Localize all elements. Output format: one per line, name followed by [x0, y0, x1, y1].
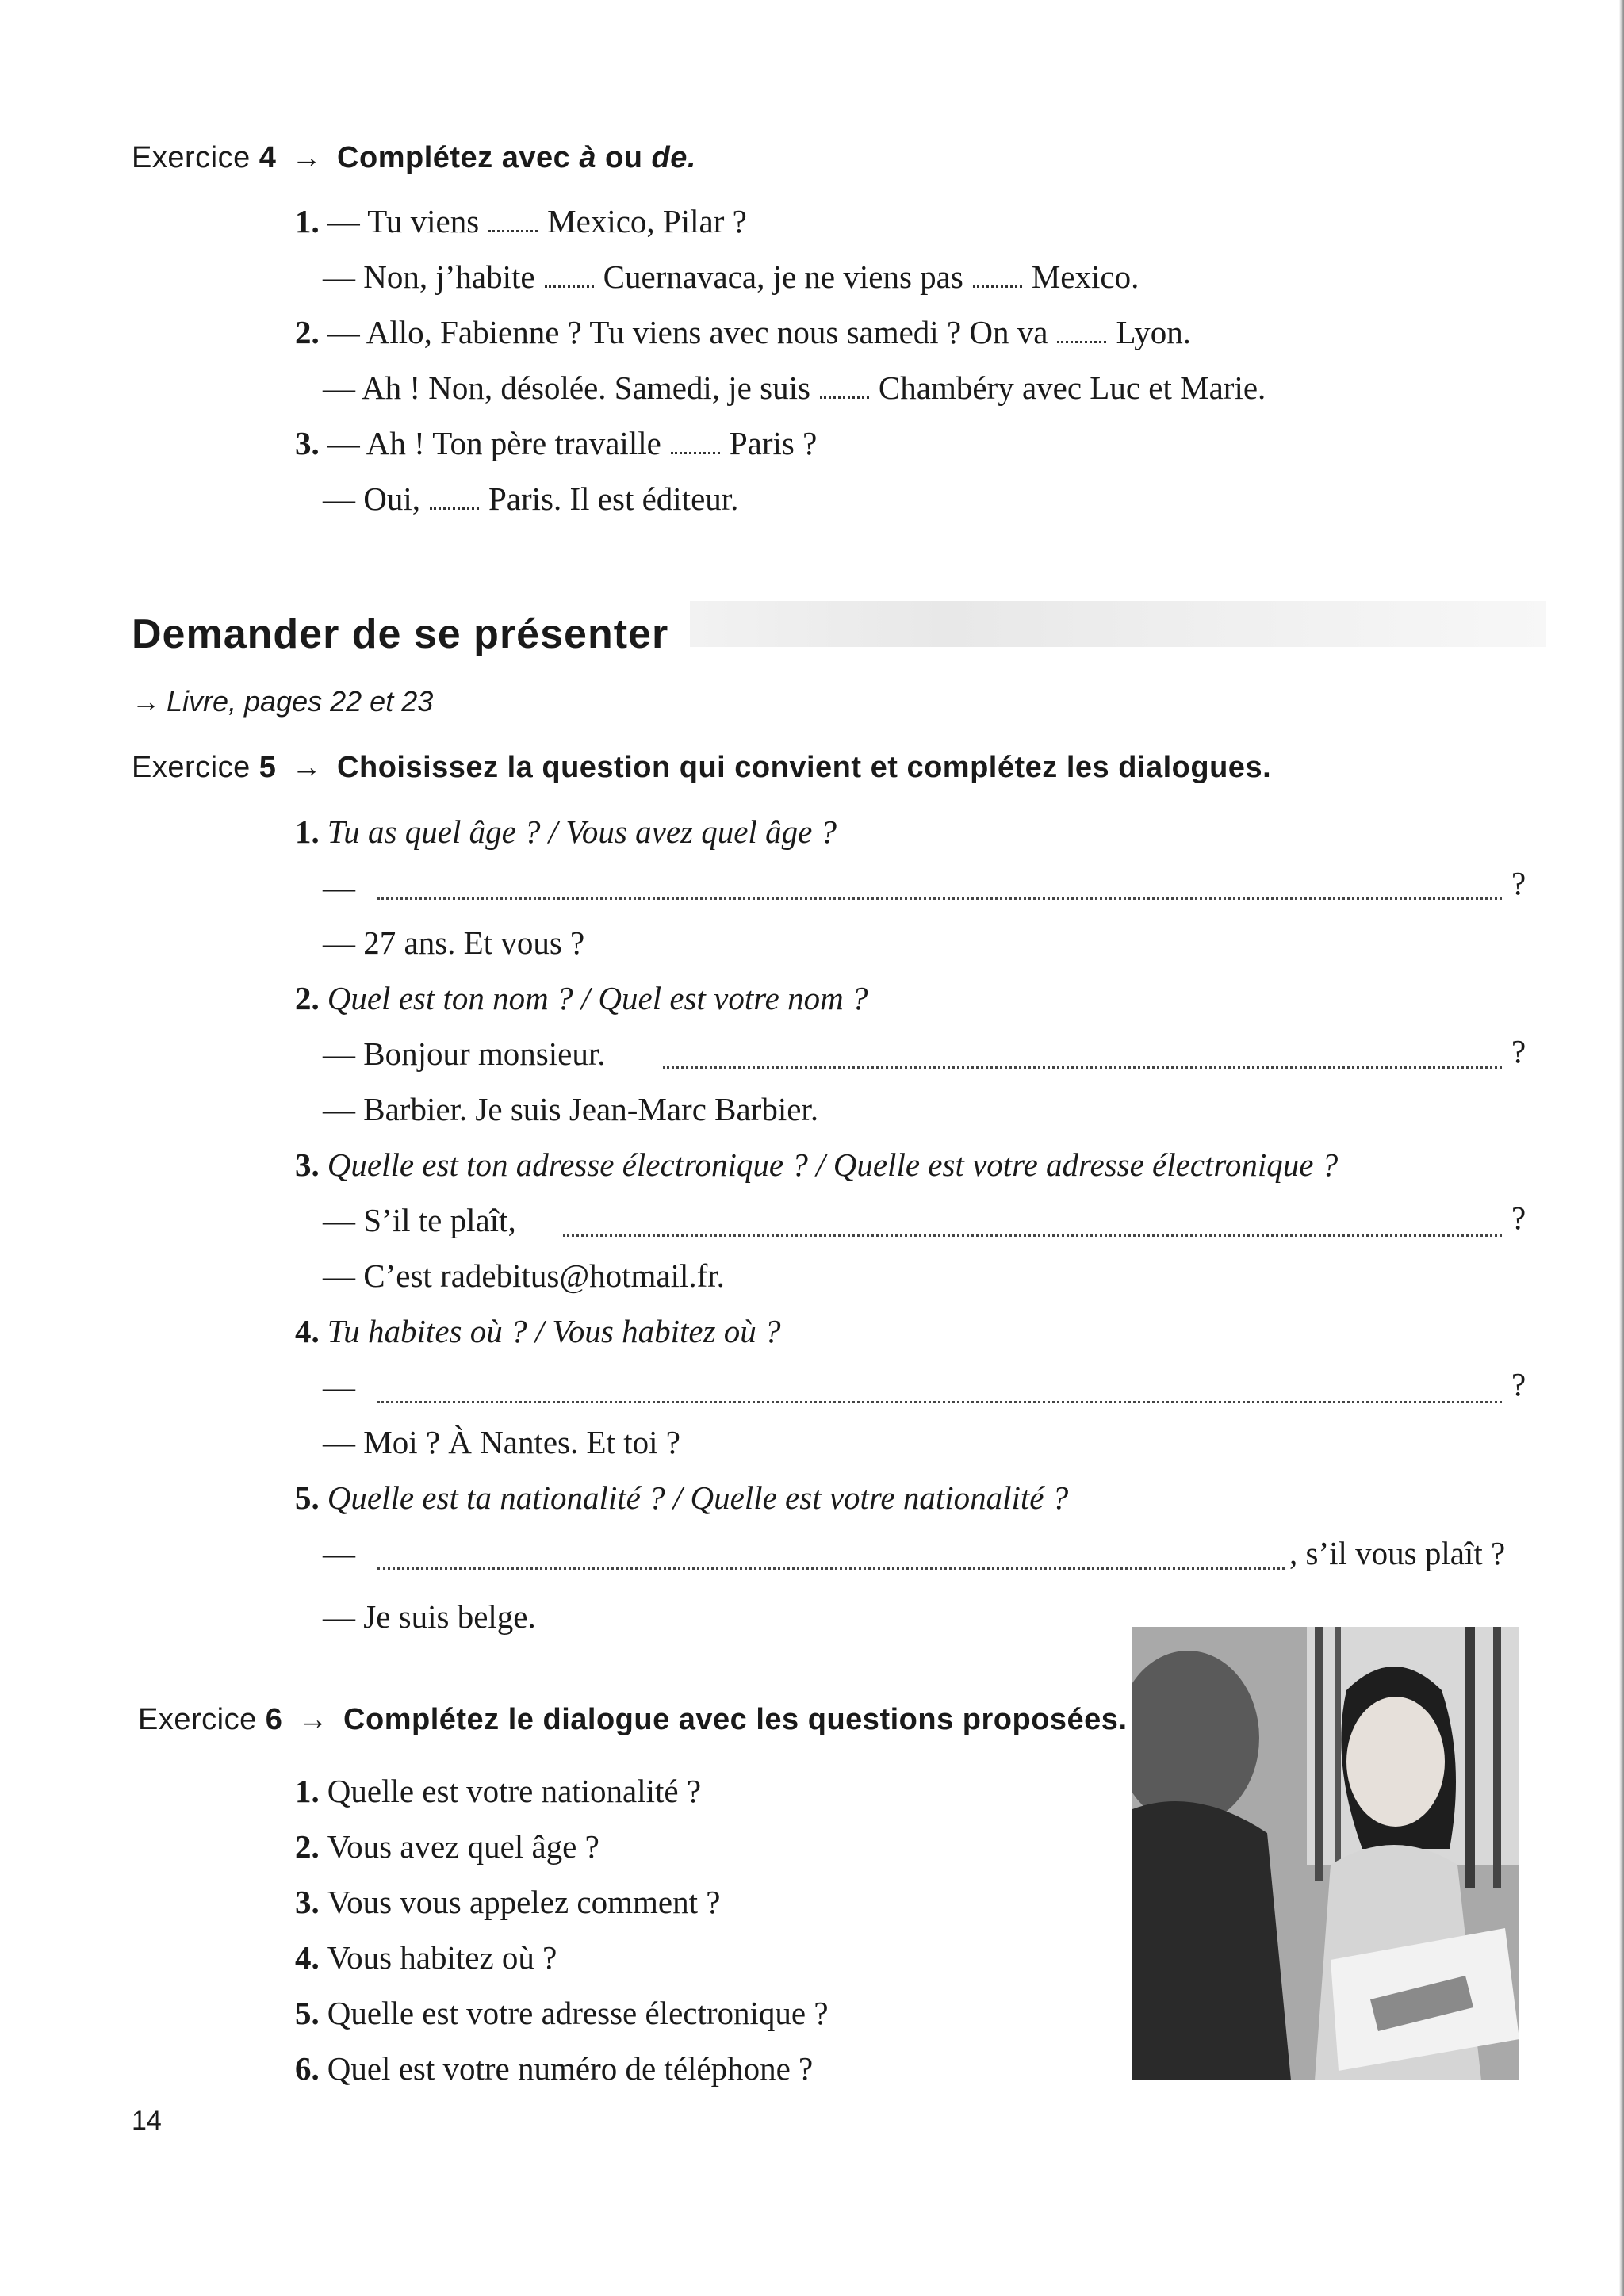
item-number: 6.	[295, 2050, 320, 2087]
line-text: — Oui,	[323, 480, 420, 517]
blank[interactable]	[671, 444, 720, 454]
line-text: Chambéry avec Luc et Marie.	[878, 369, 1266, 406]
ex5-reply: — 27 ans. Et vous ?	[323, 924, 585, 961]
page-edge	[1619, 0, 1624, 2296]
line-text: — Tu viens	[327, 203, 480, 239]
answer-line[interactable]	[663, 1066, 1502, 1069]
item-number: 3.	[295, 425, 320, 461]
ex4-line-1	[295, 202, 747, 240]
ex4-line-5	[295, 424, 817, 462]
item-number: 4.	[295, 1939, 320, 1976]
item-number: 2.	[295, 980, 320, 1016]
exercise-instruction-a: à	[579, 141, 596, 174]
answer-line[interactable]	[377, 1567, 1285, 1570]
question-mark: ?	[1511, 865, 1526, 901]
item-text: Vous avez quel âge ?	[327, 1828, 599, 1865]
line-end: , s’il vous plaît ?	[1289, 1535, 1506, 1571]
photo-two-students	[1132, 1627, 1519, 2080]
exercise-instruction-or: ou	[605, 141, 643, 174]
ex5-question-2	[295, 979, 868, 1017]
item-number: 3.	[295, 1884, 320, 1920]
book-reference-text: Livre, pages 22 et 23	[167, 685, 434, 718]
item-number: 2.	[295, 314, 320, 350]
question-choices: Quelle est ton adresse électronique ? / Quelle est votre adresse électronique ?	[327, 1146, 1339, 1183]
ex4-line-4	[323, 369, 1266, 407]
blank[interactable]	[430, 499, 479, 510]
item-number: 5.	[295, 1995, 320, 2031]
ex4-line-6	[323, 480, 738, 518]
ex5-dash: —	[323, 1368, 355, 1405]
ex6-item-1	[295, 1772, 701, 1810]
exercise-label: Exercice	[132, 141, 251, 174]
question-mark: ?	[1511, 1033, 1526, 1070]
arrow-right-icon: →	[291, 751, 322, 784]
ex5-reply: — Barbier. Je suis Jean-Marc Barbier.	[323, 1091, 819, 1127]
exercise-5-heading	[132, 751, 1271, 785]
question-mark: ?	[1511, 1200, 1526, 1236]
ex5-question-4	[295, 1312, 781, 1350]
line-text: — Ah ! Non, désolée. Samedi, je suis	[323, 369, 810, 406]
ex4-line-3	[295, 313, 1191, 351]
item-number: 1.	[295, 1773, 320, 1809]
line-text: — Ah ! Ton père travaille	[327, 425, 661, 461]
item-number: 2.	[295, 1828, 320, 1865]
line-text: Paris. Il est éditeur.	[488, 480, 739, 517]
exercise-instruction: Complétez le dialogue avec les questions proposées.	[343, 1703, 1128, 1736]
exercise-number: 4	[259, 141, 277, 174]
section-title: Demander de se présenter	[132, 611, 669, 657]
exercise-4-heading	[132, 141, 696, 175]
page-number: 14	[132, 2106, 162, 2136]
book-reference	[132, 685, 433, 718]
section-title-band	[690, 601, 1546, 647]
ex5-reply: — C’est radebitus@hotmail.fr.	[323, 1257, 725, 1294]
ex6-item-2	[295, 1827, 599, 1866]
arrow-right-icon: →	[297, 1703, 328, 1736]
ex6-item-5	[295, 1994, 829, 2032]
ex5-reply: — Moi ? À Nantes. Et toi ?	[323, 1424, 680, 1460]
item-text: Quelle est votre adresse électronique ?	[327, 1995, 829, 2031]
item-text: Quelle est votre nationalité ?	[327, 1773, 702, 1809]
ex5-question-3	[295, 1146, 1338, 1184]
line-text: — Allo, Fabienne ? Tu viens avec nous samedi ? On va	[327, 314, 1048, 350]
item-number: 4.	[295, 1313, 320, 1349]
line-text: Paris ?	[729, 425, 818, 461]
line-text: Mexico.	[1031, 258, 1139, 295]
ex5-question-5	[295, 1479, 1068, 1517]
photo-illustration	[1132, 1627, 1519, 2080]
ex6-item-4	[295, 1938, 557, 1976]
item-number: 1.	[295, 203, 320, 239]
exercise-number: 6	[265, 1703, 283, 1736]
exercise-label: Exercice	[132, 751, 251, 784]
answer-line[interactable]	[377, 1401, 1502, 1403]
line-text: Cuernavaca, je ne viens pas	[603, 258, 963, 295]
line-text: — Non, j’habite	[323, 258, 535, 295]
item-text: Vous vous appelez comment ?	[327, 1884, 721, 1920]
ex5-question-1	[295, 813, 837, 851]
ex5-dash: —	[323, 869, 355, 905]
answer-line[interactable]	[377, 897, 1502, 900]
ex4-line-2	[323, 258, 1139, 296]
line-text: Lyon.	[1116, 314, 1192, 350]
exercise-6-heading	[138, 1703, 1128, 1737]
blank[interactable]	[488, 222, 538, 232]
ex5-reply: — Je suis belge.	[323, 1598, 536, 1635]
exercise-instruction: Choisissez la question qui convient et complétez les dialogues.	[337, 751, 1272, 784]
exercise-label: Exercice	[138, 1703, 257, 1736]
item-number: 1.	[295, 813, 320, 850]
ex5-prompt: — Bonjour monsieur.	[323, 1035, 606, 1072]
item-text: Vous habitez où ?	[327, 1939, 557, 1976]
item-text: Quel est votre numéro de téléphone ?	[327, 2050, 814, 2087]
answer-line[interactable]	[563, 1234, 1502, 1237]
blank[interactable]	[545, 277, 594, 288]
question-choices: Tu as quel âge ? / Vous avez quel âge ?	[327, 813, 837, 850]
arrow-right-icon: →	[291, 141, 322, 174]
exercise-instruction-de: de.	[651, 141, 696, 174]
ex6-item-6	[295, 2049, 813, 2087]
ex5-dash: —	[323, 1535, 355, 1571]
question-choices: Tu habites où ? / Vous habitez où ?	[327, 1313, 781, 1349]
item-number: 5.	[295, 1479, 320, 1516]
exercise-number: 5	[259, 751, 277, 784]
question-choices: Quelle est ta nationalité ? / Quelle est votre nationalité ?	[327, 1479, 1069, 1516]
line-text: Mexico, Pilar ?	[547, 203, 747, 239]
exercise-instruction: Complétez avec	[337, 141, 571, 174]
arrow-right-icon: →	[132, 685, 160, 718]
blank[interactable]	[973, 277, 1022, 288]
blank[interactable]	[820, 388, 869, 399]
item-number: 3.	[295, 1146, 320, 1183]
question-choices: Quel est ton nom ? / Quel est votre nom ?	[327, 980, 868, 1016]
question-mark: ?	[1511, 1366, 1526, 1402]
ex6-item-3	[295, 1883, 720, 1921]
blank[interactable]	[1057, 333, 1106, 343]
ex5-prompt: — S’il te plaît,	[323, 1202, 516, 1238]
